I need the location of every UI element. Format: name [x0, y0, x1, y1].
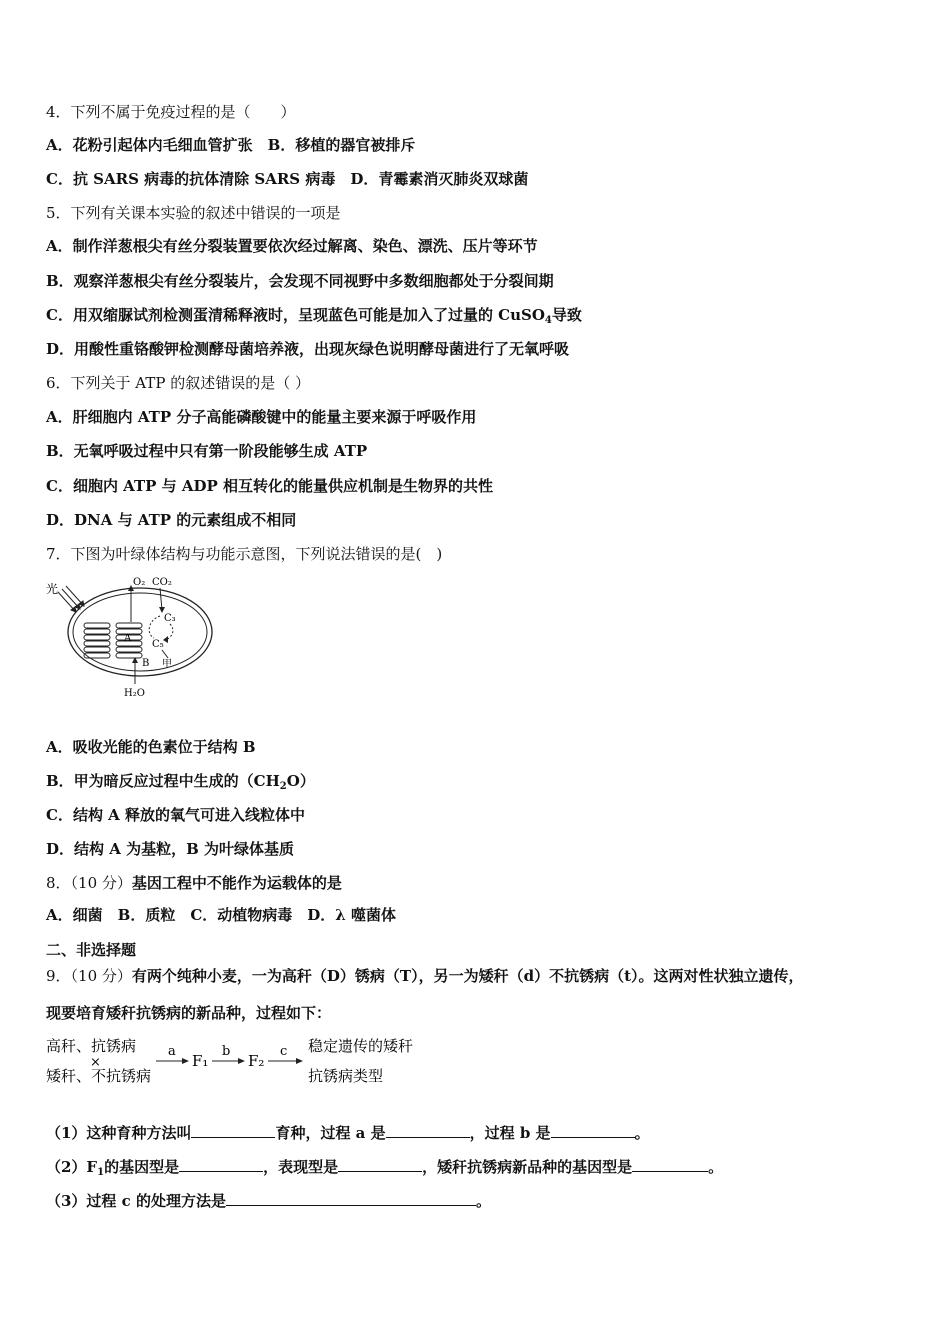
q5-option-b: B．观察洋葱根尖有丝分裂装片，会发现不同视野中多数细胞都处于分裂间期: [46, 272, 554, 290]
q9-part3-text-b: 。: [476, 1192, 492, 1210]
f2-label: F₂: [248, 1052, 265, 1070]
answer-blank-phenotype[interactable]: [338, 1155, 422, 1172]
q5-option-c-subscript: 4: [544, 315, 552, 326]
q9-part2: [46, 1155, 723, 1183]
q6-stem: 6．下列关于 ATP 的叙述错误的是（ ）: [46, 374, 310, 392]
h2o-label: H₂O: [124, 688, 145, 699]
q7-option-b-tail: O）: [286, 772, 315, 790]
answer-blank-new-genotype[interactable]: [632, 1155, 708, 1172]
q6-option-c: C．细胞内 ATP 与 ADP 相互转化的能量供应机制是生物界的共性: [46, 477, 494, 495]
q5-option-a: A．制作洋葱根尖有丝分裂装置要依次经过解离、染色、漂洗、压片等环节: [46, 237, 538, 255]
outer-membrane: [68, 588, 212, 676]
q8-stem-text: 基因工程中不能作为运载体的是: [131, 874, 342, 892]
q7-option-b-subscript: 2: [279, 781, 287, 792]
q8-stem: [46, 873, 342, 893]
label-b: B: [142, 658, 150, 669]
light-label: 光: [46, 582, 59, 596]
step-c-arrowhead: [296, 1058, 303, 1064]
answer-blank-process-a[interactable]: [386, 1121, 470, 1138]
q9-part2-subscript: 1: [97, 1167, 105, 1178]
result-line2: 抗锈病类型: [308, 1067, 384, 1085]
q6-option-a: A．肝细胞内 ATP 分子高能磷酸键中的能量主要来源于呼吸作用: [46, 408, 477, 426]
o2-label: O₂: [133, 577, 146, 588]
q5-option-d: D．用酸性重铬酸钾检测酵母菌培养液，出现灰绿色说明酵母菌进行了无氧呼吸: [46, 340, 570, 358]
c3-label: C₃: [164, 613, 176, 624]
label-a: A: [124, 633, 132, 644]
q6-option-b: B．无氧呼吸过程中只有第一阶段能够生成 ATP: [46, 442, 368, 460]
q9-stem: [46, 966, 804, 986]
parent2-label: 矮秆、不抗锈病: [46, 1067, 152, 1085]
q5-option-c: [46, 305, 582, 331]
q9-part1-text-b: 育种，过程 a 是: [275, 1124, 386, 1142]
jia-label: 甲: [162, 659, 172, 670]
q9-part1-text-d: 。: [634, 1124, 650, 1142]
step-a-arrowhead: [182, 1058, 189, 1064]
c5-label: C₅: [152, 639, 164, 650]
q7-option-c: C．结构 A 释放的氧气可进入线粒体中: [46, 806, 306, 824]
result-line1: 稳定遗传的矮秆: [308, 1037, 414, 1055]
q5-stem: 5．下列有关课本实验的叙述中错误的一项是: [46, 204, 341, 222]
q9-stem-line2: 现要培育矮秆抗锈病的新品种，过程如下：: [46, 1004, 332, 1022]
breeding-flow-diagram: [46, 1033, 436, 1089]
step-b-label: b: [222, 1044, 231, 1059]
q4-options-line1: A．花粉引起体内毛细血管扩张 B．移植的器官被排斥: [46, 136, 416, 154]
chloroplast-diagram: [44, 574, 220, 702]
q9-part3: [46, 1189, 491, 1211]
q4-options-line2: C．抗 SARS 病毒的抗体清除 SARS 病毒 D．青霉素消灭肺炎双球菌: [46, 170, 529, 188]
q5-option-c-text: C．用双缩脲试剂检测蛋清稀释液时，呈现蓝色可能是加入了过量的 CuSO: [46, 306, 545, 324]
q9-stem-number: 9．（10 分）: [46, 967, 132, 985]
q9-part2-text-c: ，表现型是: [263, 1158, 339, 1176]
inner-membrane: [73, 593, 207, 671]
section-title: 二、非选择题: [46, 941, 137, 959]
f1-label: F₁: [192, 1052, 209, 1070]
step-a-label: a: [168, 1044, 176, 1059]
answer-blank-process-c[interactable]: [226, 1189, 476, 1206]
q9-part2-text-e: 。: [708, 1158, 724, 1176]
q5-option-c-tail: 导致: [551, 306, 582, 324]
q4-stem: 4．下列不属于免疫过程的是（ ）: [46, 103, 296, 121]
q7-option-b-text: B．甲为暗反应过程中生成的（CH: [46, 772, 280, 790]
cycle-arrowhead: [163, 636, 168, 643]
cross-symbol: ×: [90, 1055, 101, 1070]
q9-part1: [46, 1121, 650, 1143]
q8-stem-number: 8．（10 分）: [46, 874, 132, 892]
q6-option-d: D．DNA 与 ATP 的元素组成不相同: [46, 511, 297, 529]
q8-options: A．细菌 B．质粒 C．动植物病毒 D．λ 噬菌体: [46, 906, 397, 924]
q7-option-a: A．吸收光能的色素位于结构 B: [46, 738, 256, 756]
co2-arrow: [160, 588, 162, 610]
q7-stem: 7．下图为叶绿体结构与功能示意图，下列说法错误的是( ): [46, 545, 443, 563]
answer-blank-f1-genotype[interactable]: [179, 1155, 263, 1172]
cycle-arc-left: [149, 616, 160, 638]
q9-part2-text-d: ，矮秆抗锈病新品种的基因型是: [422, 1158, 633, 1176]
step-c-label: c: [280, 1044, 288, 1059]
answer-blank-process-b[interactable]: [551, 1121, 635, 1138]
q9-stem-text: 有两个纯种小麦，一为高秆（D）锈病（T），另一为矮秆（d）不抗锈病（t）。这两对性状独立遗传，: [131, 967, 804, 985]
grana-stack-left: [84, 623, 110, 658]
q9-part2-text-a: （2）F: [46, 1158, 98, 1176]
q9-part3-text-a: （3）过程 c 的处理方法是: [46, 1192, 227, 1210]
q9-part2-text-b: 的基因型是: [104, 1158, 180, 1176]
step-b-arrowhead: [238, 1058, 245, 1064]
q7-option-b: [46, 771, 315, 797]
parent1-label: 高秆、抗锈病: [46, 1037, 137, 1055]
q7-option-d: D．结构 A 为基粒，B 为叶绿体基质: [46, 840, 294, 858]
jia-arrow: [162, 650, 168, 658]
q9-part1-text-a: （1）这种育种方法叫: [46, 1124, 192, 1142]
co2-label: CO₂: [152, 577, 172, 588]
answer-blank-method[interactable]: [191, 1121, 275, 1138]
q9-part1-text-c: ，过程 b 是: [469, 1124, 551, 1142]
